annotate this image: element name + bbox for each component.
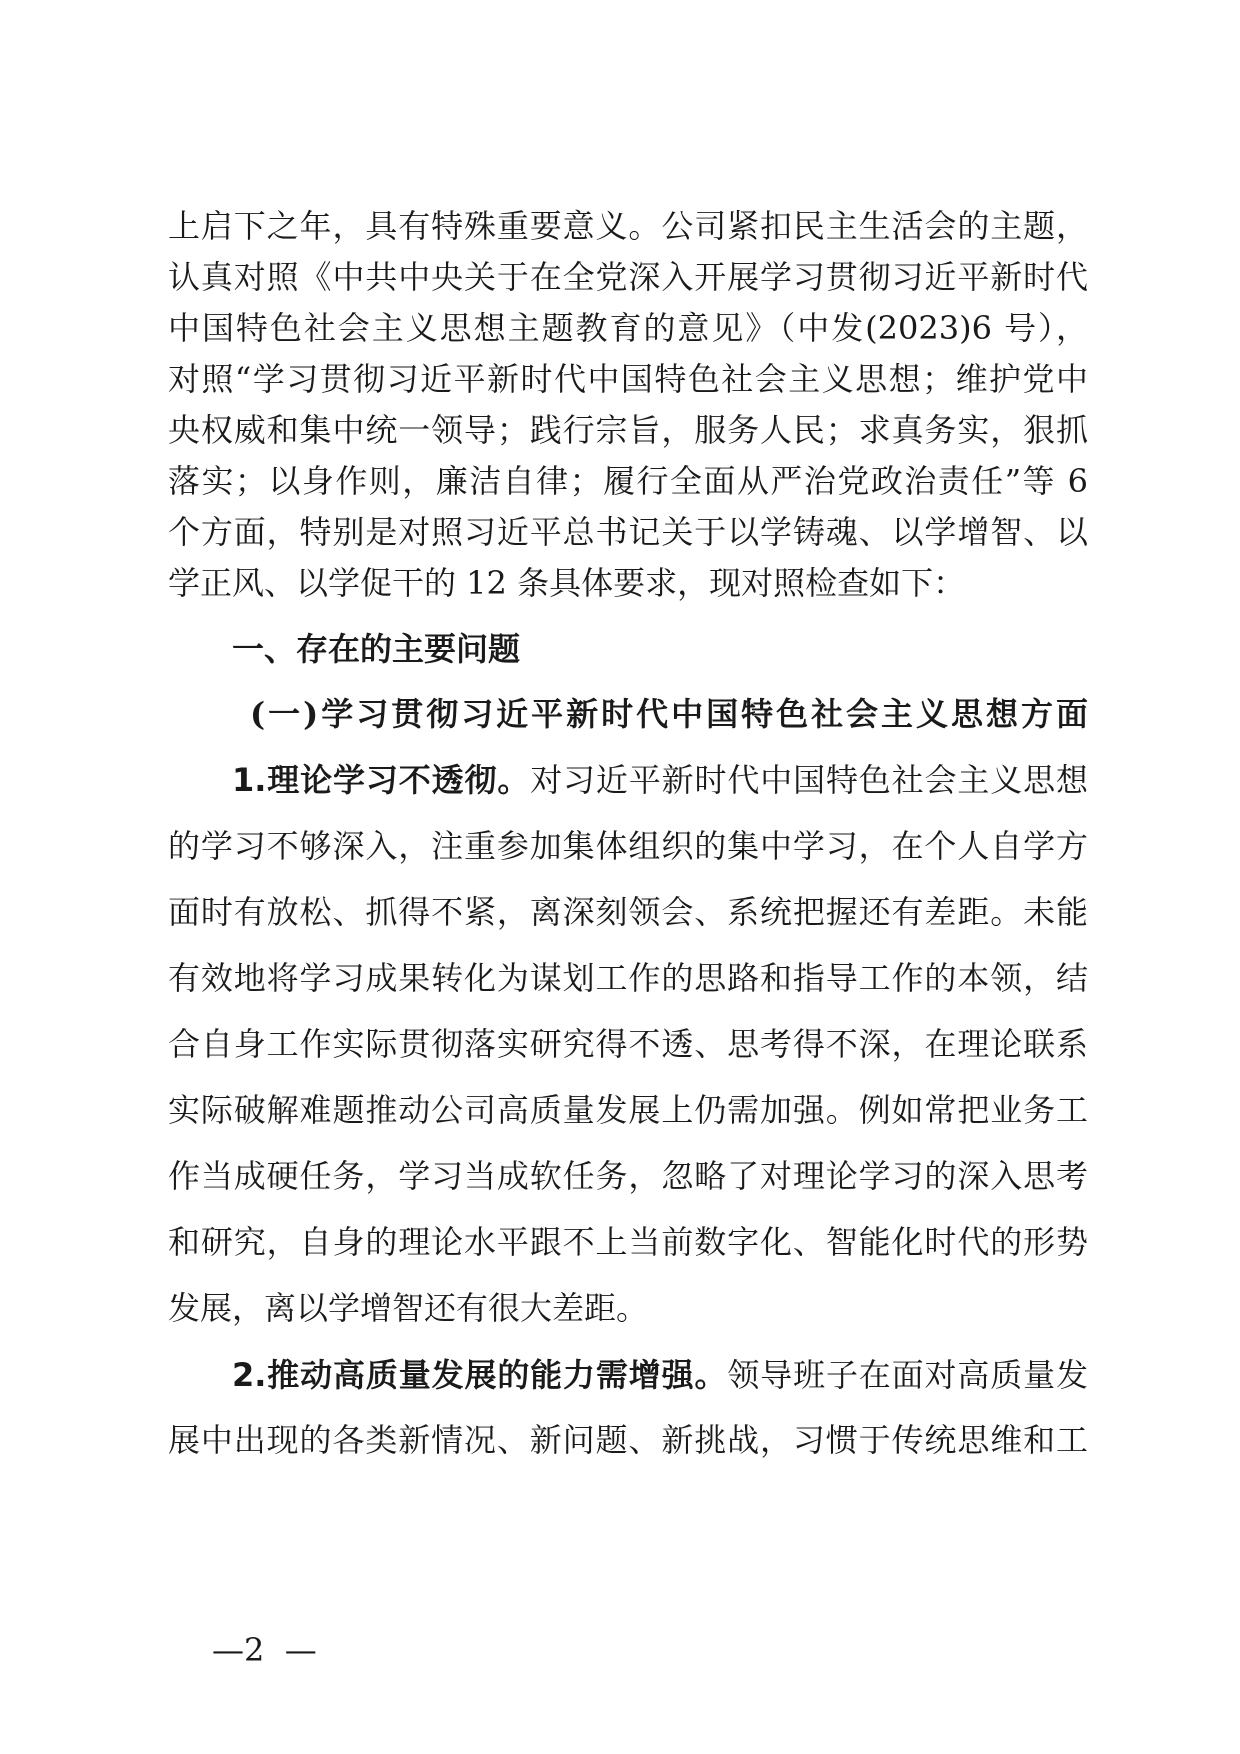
- section-heading: 一、存在的主要问题: [232, 630, 521, 668]
- body-text-line: 学正风、以学促干的 12 条具体要求，现对照检查如下：: [168, 564, 966, 602]
- body-text-line: 中国特色社会主义思想主题教育的意见》（中发(2023)6 号），: [168, 309, 1088, 347]
- body-text-line: 的学习不够深入，注重参加集体组织的集中学习，在个人自学方: [168, 827, 1088, 865]
- body-text-line: 上启下之年，具有特殊重要意义。公司紧扣民主生活会的主题，: [168, 207, 1088, 245]
- item-1-lead: 1.理论学习不透彻。: [232, 761, 531, 799]
- body-text-line: 个方面，特别是对照习近平总书记关于以学铸魂、以学增智、以: [168, 513, 1088, 551]
- item-2-first-line: [232, 1355, 1088, 1395]
- item-2-text: 领导班子在面对高质量发: [727, 1356, 1088, 1394]
- body-text-line: 和研究，自身的理论水平跟不上当前数字化、智能化时代的形势: [168, 1223, 1088, 1261]
- body-text-line: 实际破解难题推动公司高质量发展上仍需加强。例如常把业务工: [168, 1091, 1088, 1129]
- subsection-heading: (一)学习贯彻习近平新时代中国特色社会主义思想方面: [250, 695, 1088, 733]
- body-text-line: 央权威和集中统一领导；践行宗旨，服务人民；求真务实，狠抓: [168, 411, 1088, 449]
- item-1-text: 对习近平新时代中国特色社会主义思想: [530, 761, 1088, 799]
- body-text-line: 对照“学习贯彻习近平新时代中国特色社会主义思想；维护党中: [168, 360, 1088, 398]
- body-text-line: 认真对照《中共中央关于在全党深入开展学习贯彻习近平新时代: [168, 258, 1088, 296]
- item-2-lead: 2.推动高质量发展的能力需增强。: [232, 1356, 728, 1394]
- item-1-first-line: [232, 760, 1088, 800]
- body-text-line: 落实；以身作则，廉洁自律；履行全面从严治党政治责任”等 6: [168, 462, 1088, 500]
- body-text-line: 面时有放松、抓得不紧，离深刻领会、系统把握还有差距。未能: [168, 893, 1088, 931]
- body-text-line: 有效地将学习成果转化为谋划工作的思路和指导工作的本领，结: [168, 959, 1088, 997]
- body-text-line: 作当成硬任务，学习当成软任务，忽略了对理论学习的深入思考: [168, 1157, 1088, 1195]
- page-number: —2 —: [212, 1631, 317, 1669]
- body-text-line: 展中出现的各类新情况、新问题、新挑战，习惯于传统思维和工: [168, 1421, 1088, 1459]
- body-text-line: 发展，离以学增智还有很大差距。: [168, 1289, 649, 1327]
- body-text-line: 合自身工作实际贯彻落实研究得不透、思考得不深，在理论联系: [168, 1025, 1088, 1063]
